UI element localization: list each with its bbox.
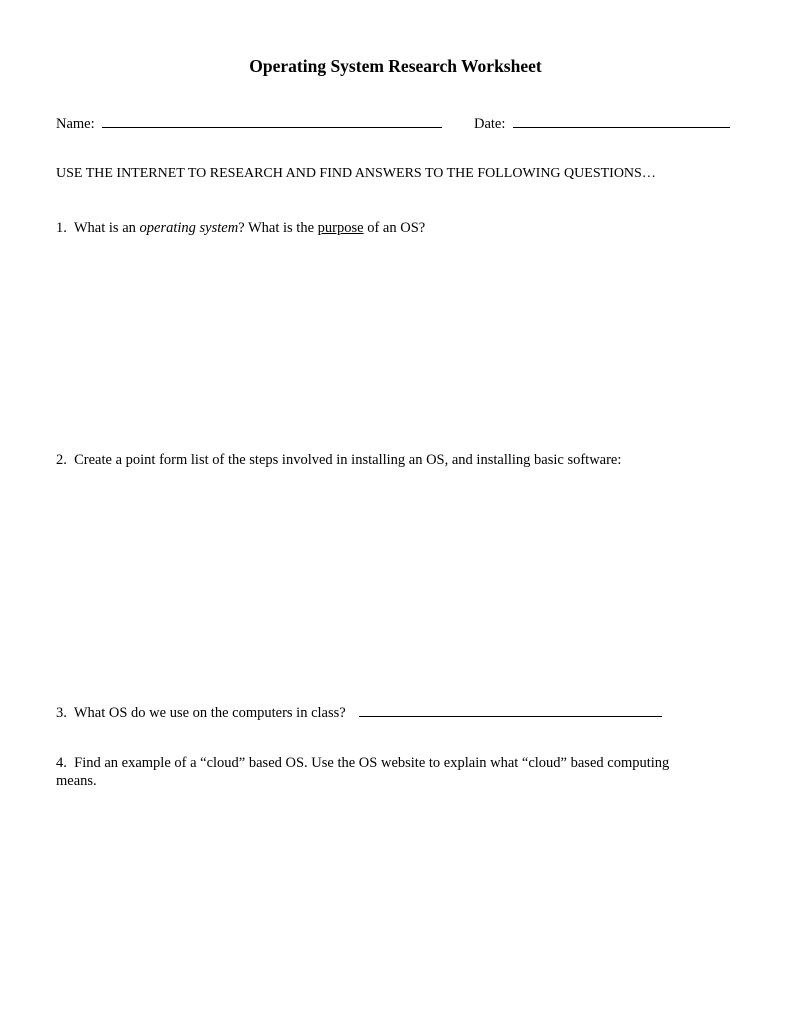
date-blank[interactable]	[513, 113, 730, 128]
page-title: Operating System Research Worksheet	[249, 56, 542, 76]
question-2-number: 2.	[56, 452, 67, 468]
question-1-text-c: of an OS?	[367, 220, 426, 236]
question-4-text-line-1: Find an example of a “cloud” based OS. Use the OS website to explain what “cloud” based computing	[74, 755, 670, 771]
question-1-number: 1.	[56, 220, 67, 236]
name-blank[interactable]	[102, 113, 442, 128]
date-row	[474, 113, 730, 133]
instructions-text: USE THE INTERNET TO RESEARCH AND FIND ANSWERS TO THE FOLLOWING QUESTIONS…	[56, 166, 656, 181]
question-4-text-line-2: means.	[56, 773, 97, 789]
question-4-line-1	[56, 755, 669, 772]
question-3	[56, 702, 662, 722]
question-1-text-a: What is an	[73, 220, 136, 236]
question-1-underlined-term: purpose	[317, 220, 364, 236]
question-3-text: What OS do we use on the computers in class?	[73, 705, 346, 721]
question-1	[56, 220, 425, 237]
name-label: Name:	[56, 116, 95, 132]
question-4	[56, 755, 669, 790]
question-3-answer-blank[interactable]	[359, 702, 662, 717]
question-3-number: 3.	[56, 705, 67, 721]
question-2-text: Create a point form list of the steps involved in installing an OS, and installing basic software:	[74, 452, 622, 468]
question-4-number: 4.	[56, 755, 67, 771]
date-label: Date:	[474, 116, 506, 132]
question-1-text-b: ? What is the	[238, 220, 315, 236]
question-1-italic-term: operating system	[139, 220, 239, 236]
question-2	[56, 452, 621, 469]
name-row	[56, 113, 442, 133]
